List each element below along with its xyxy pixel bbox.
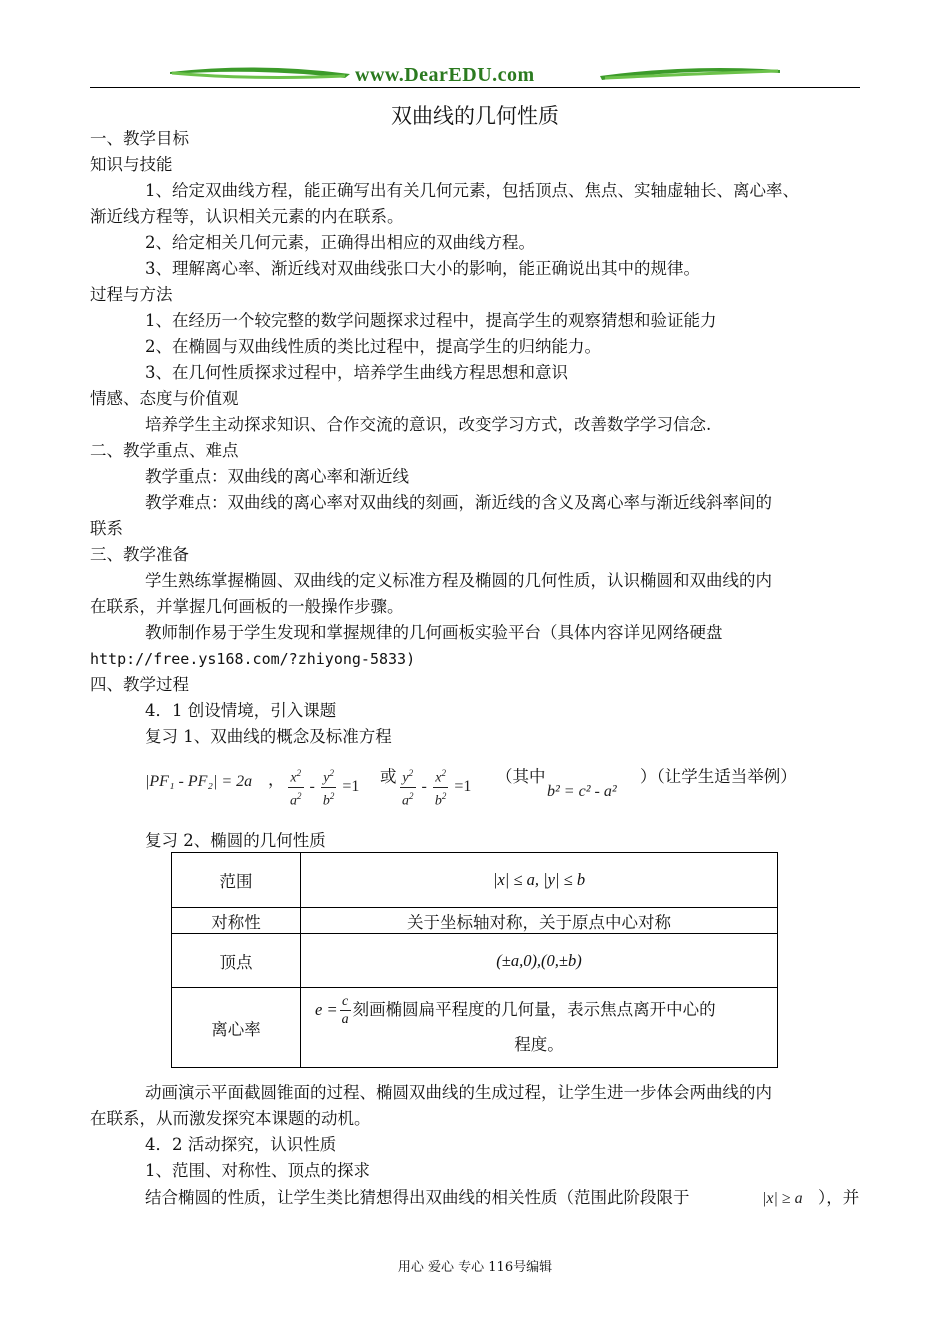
difficulty: 教学难点：双曲线的离心率对双曲线的刻画，渐近线的含义及离心率与渐近线斜率间的: [145, 493, 772, 512]
process-item-2: 2、在椭圆与双曲线性质的类比过程中，提高学生的归纳能力。: [145, 337, 601, 356]
section-heading: 二、教学重点、难点: [90, 441, 239, 460]
step-4-2: 4．2 活动探究，认识性质: [145, 1135, 337, 1154]
knowledge-item-1: 1、给定双曲线方程，能正确写出有关几何元素，包括顶点、焦点、实轴虚轴长、离心率、: [145, 181, 799, 200]
formula-hyperbola-x: $\frac{x^2}{a^2}$ - $\frac{y^2}{b^2}$ =1: [286, 765, 359, 809]
section-heading: 四、教学过程: [90, 675, 189, 694]
review-2: 复习 2、椭圆的几何性质: [145, 831, 326, 850]
emotion-item-1: 培养学生主动探求知识、合作交流的意识，改变学习方式，改善数学学习信念.: [145, 415, 712, 434]
section-heading: 一、教学目标: [90, 129, 189, 148]
table-row: [172, 934, 778, 988]
row-value: [301, 988, 778, 1068]
page-title: 双曲线的几何性质: [391, 104, 559, 128]
formula-where-close: ）（让学生适当举例）: [640, 767, 797, 786]
explore-desc-tail: ），并: [818, 1188, 860, 1207]
table-row: [172, 908, 778, 934]
range-expr: |x| ≥ a: [762, 1190, 803, 1207]
row-label: 顶点: [172, 934, 301, 988]
row-label: 对称性: [172, 908, 301, 934]
row-value: 关于坐标轴对称，关于原点中心对称: [301, 908, 778, 934]
formula-hyperbola-y: $\frac{y^2}{a^2}$ - $\frac{x^2}{b^2}$ =1: [398, 765, 471, 809]
process-item-3: 3、在几何性质探求过程中，培养学生曲线方程思想和意识: [145, 363, 568, 382]
explore-desc: 结合椭圆的性质，让学生类比猜想得出双曲线的相关性质（范围此阶段限于: [145, 1188, 690, 1207]
subheading-process: 过程与方法: [90, 285, 173, 304]
table-row: [172, 988, 778, 1068]
subheading-knowledge: 知识与技能: [90, 155, 173, 174]
row-value: (±a,0),(0,±b): [301, 934, 778, 988]
review-1: 复习 1、双曲线的概念及标准方程: [145, 727, 392, 746]
formula-or: 或: [380, 767, 397, 786]
step-4-1: 4．1 创设情境，引入课题: [145, 701, 337, 720]
explore-item-1: 1、范围、对称性、顶点的探求: [145, 1161, 370, 1180]
formula-definition: |PF₁ - PF₂| = 2a: [145, 773, 253, 790]
footer-note: 用心 爱心 专心 116号编辑: [397, 1260, 553, 1275]
knowledge-item-3: 3、理解离心率、渐近线对双曲线张口大小的影响，能正确说出其中的规律。: [145, 259, 700, 278]
row-value: |x| ≤ a, |y| ≤ b: [301, 853, 778, 908]
header-rule: [90, 87, 860, 88]
row-label: 离心率: [172, 988, 301, 1068]
formula-comma: ，: [268, 770, 285, 789]
section-heading: 三、教学准备: [90, 545, 189, 564]
eccentricity-desc: 刻画椭圆扁平程度的几何量，表示焦点离开中心的: [352, 999, 716, 1019]
animation-desc-cont: 在联系，从而激发探究本课题的动机。: [90, 1109, 371, 1128]
eccentricity-desc-cont: 程度。: [514, 1035, 564, 1055]
eccentricity-formula: e = $\frac{c}{a}$: [315, 994, 349, 1028]
knowledge-item-1-cont: 渐近线方程等，认识相关元素的内在联系。: [90, 207, 404, 226]
animation-desc: 动画演示平面截圆锥面的过程、椭圆双曲线的生成过程，让学生进一步体会两曲线的内: [145, 1083, 772, 1102]
student-prep-cont: 在联系，并掌握几何画板的一般操作步骤。: [90, 597, 404, 616]
table-row: [172, 853, 778, 908]
teacher-prep-url: http://free.ys168.com/?zhiyong-5833): [90, 650, 416, 668]
ellipse-properties-table: [171, 852, 778, 1068]
formula-where-expr: b² = c² - a²: [547, 783, 617, 800]
formula-where-open: （其中: [496, 767, 546, 786]
teacher-prep: 教师制作易于学生发现和掌握规律的几何画板实验平台（具体内容详见网络硬盘: [145, 623, 723, 642]
key-point: 教学重点：双曲线的离心率和渐近线: [145, 467, 409, 486]
subheading-emotion: 情感、态度与价值观: [90, 389, 239, 408]
process-item-1: 1、在经历一个较完整的数学问题探求过程中，提高学生的观察猜想和验证能力: [145, 311, 717, 330]
student-prep: 学生熟练掌握椭圆、双曲线的定义标准方程及椭圆的几何性质，认识椭圆和双曲线的内: [145, 571, 772, 590]
knowledge-item-2: 2、给定相关几何元素，正确得出相应的双曲线方程。: [145, 233, 535, 252]
site-logo-text: www.DearEDU.com: [355, 64, 535, 86]
difficulty-cont: 联系: [90, 519, 123, 538]
row-label: 范围: [172, 853, 301, 908]
